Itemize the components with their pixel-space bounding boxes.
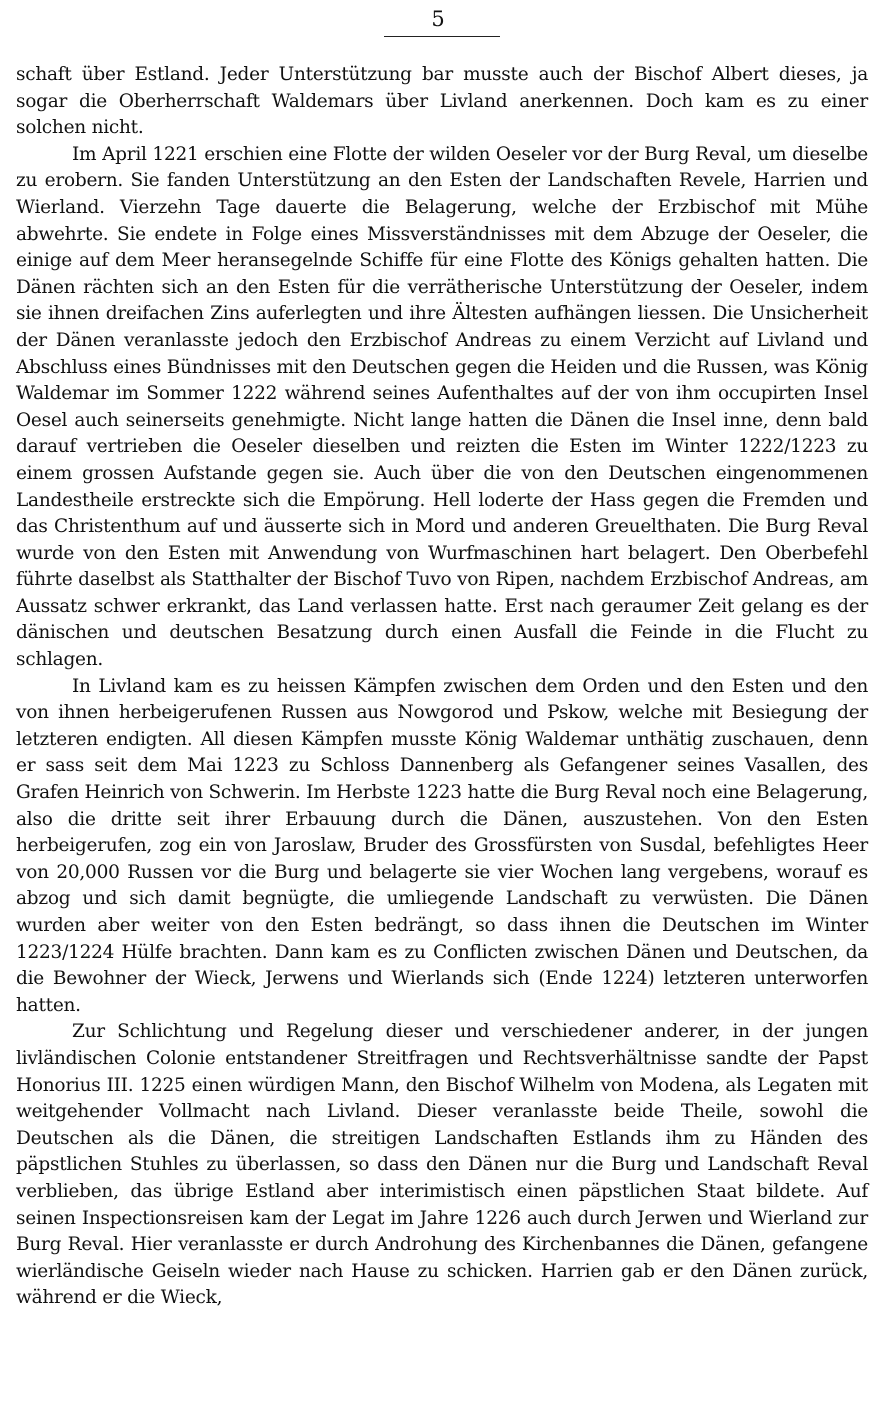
- paragraph: schaft über Estland. Jeder Unterstützung bar musste auch der Bischof Albert dieses, ja sogar die Oberherrschaft Waldemars über Livland anerkennen. Doch kam es zu einer solchen nicht.: [16, 64, 868, 139]
- page-number: 5: [431, 7, 445, 31]
- body-text: [16, 62, 868, 1312]
- header-rule: [384, 36, 500, 37]
- paragraph: Im April 1221 erschien eine Flotte der wilden Oeseler vor der Burg Reval, um dieselbe zu erobern. Sie fanden Unterstützung an den Esten der Landschaften Revele, Harrien und Wierland. Vierzehn Tage dauerte die Belagerung, welche der Erzbischof mit Mühe abwehrte. Sie endete in Folge eines Missverständnisses mit dem Abzuge der Oeseler, die einige auf dem Meer heransegelnde Schiffe für eine Flotte des Königs gehalten hatten. Die Dänen rächten sich an den Esten für die verrätherische Unterstützung der Oeseler, indem sie ihnen dreifachen Zins auferlegten und ihre Ältesten aufhängen liessen. Die Unsicherheit der Dänen veranlasste jedoch den Erzbischof Andreas zu einem Verzicht auf Livland und Abschluss eines Bündnisses mit den Deutschen gegen die Heiden und die Russen, was König Waldemar im Sommer 1222 während seines Aufenthaltes auf der von ihm occupirten Insel Oesel auch seinerseits genehmigte. Nicht lange hatten die Dänen die Insel inne, denn bald darauf vertrieben die Oeseler dieselben und reizten die Esten im Winter 1222/1223 zu einem grossen Aufstande gegen sie. Auch über die von den Deutschen eingenommenen Landestheile erstreckte sich die Empörung. Hell loderte der Hass gegen die Fremden und das Christenthum auf und äusserte sich in Mord und anderen Greuelthaten. Die Burg Reval wurde von den Esten mit Anwendung von Wurfmaschinen hart belagert. Den Oberbefehl führte daselbst als Statthalter der Bischof Tuvo von Ripen, nachdem Erzbischof Andreas, am Aussatz schwer erkrankt, das Land verlassen hatte. Erst nach geraumer Zeit gelang es der dänischen und deutschen Besatzung durch einen Ausfall die Feinde in die Flucht zu schlagen.: [16, 143, 868, 671]
- paragraph: Zur Schlichtung und Regelung dieser und verschiedener anderer, in der jungen livländischen Colonie entstandener Streitfragen und Rechtsverhältnisse sandte der Papst Honorius III. 1225 einen würdigen Mann, den Bischof Wilhelm von Modena, als Legaten mit weitgehender Vollmacht nach Livland. Dieser veranlasste beide Theile, sowohl die Deutschen als die Dänen, die streitigen Landschaften Estlands ihm zu Händen des päpstlichen Stuhles zu überlassen, so dass den Dänen nur die Burg und Landschaft Reval verblieben, das übrige Estland aber interimistisch einen päpstlichen Staat bildete. Auf seinen Inspectionsreisen kam der Legat im Jahre 1226 auch durch Jerwen und Wierland zur Burg Reval. Hier veranlasste er durch Androhung des Kirchenbannes die Dänen, gefangene wierländische Geiseln wieder nach Hause zu schicken. Harrien gab er den Dänen zurück, während er die Wieck,: [16, 1021, 868, 1309]
- paragraph: In Livland kam es zu heissen Kämpfen zwischen dem Orden und den Esten und den von ihnen herbeigerufenen Russen aus Nowgorod und Pskow, welche mit Besiegung der letzteren endigten. All diesen Kämpfen musste König Waldemar unthätig zuschauen, denn er sass seit dem Mai 1223 zu Schloss Dannenberg als Gefangener seines Vasallen, des Grafen Heinrich von Schwerin. Im Herbste 1223 hatte die Burg Reval noch eine Belagerung, also die dritte seit ihrer Erbauung durch die Dänen, auszustehen. Von den Esten herbeigerufen, zog ein von Jaroslaw, Bruder des Grossfürsten von Susdal, befehligtes Heer von 20,000 Russen vor die Burg und belagerte sie vier Wochen lang vergebens, worauf es abzog und sich damit begnügte, die umliegende Landschaft zu verwüsten. Die Dänen wurden aber weiter von den Esten bedrängt, so dass ihnen die Deutschen im Winter 1223/1224 Hülfe brachten. Dann kam es zu Conflicten zwischen Dänen und Deutschen, da die Bewohner der Wieck, Jerwens und Wierlands sich (Ende 1224) letzteren unterworfen hatten.: [16, 675, 868, 1016]
